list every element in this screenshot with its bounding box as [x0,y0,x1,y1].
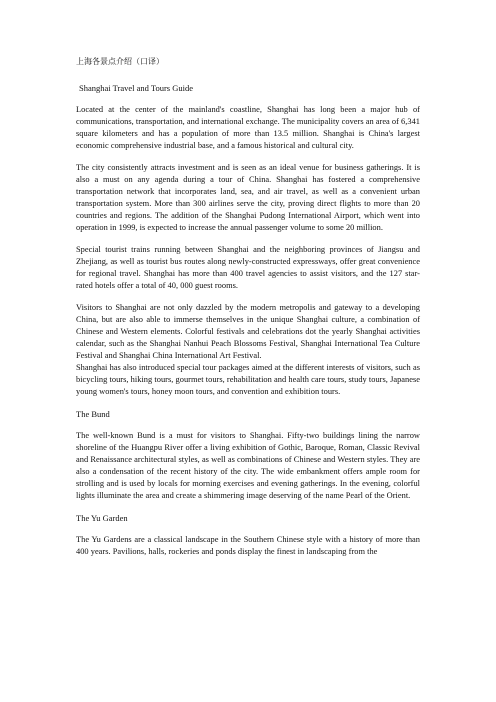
intro-paragraph-1: Located at the center of the mainland's coastline, Shanghai has long been a major hub of communications, transportation, and international exchange. The municipality covers an area of 6,341 square kilometers and has a population of more than 13.5 million. Shanghai is China's largest economic comprehensive industrial base, and a famous historical and cultural city. [76,105,420,150]
document-subtitle: Shanghai Travel and Tours Guide [79,83,193,93]
section-text-bund: The well-known Bund is a must for visitors to Shanghai. Fifty-two buildings lining the narrow shoreline of the Huangpu River offer a living exhibition of Gothic, Baroque, Roman, Classic Revival and Renaissance architectural styles, as well as combinations of Chinese and Western styles. They are also a condensation of the recent history of the city. The wide embankment offers ample room for strolling and is used by locals for morning exercises and evening gatherings. In the evening, colorful lights illuminate the area and create a shimmering image deserving of the name Pearl of the Orient. [76,431,420,500]
document-title-cn: 上海各景点介绍（口译） [76,57,164,66]
intro-paragraph-2: The city consistently attracts investment and is seen as an ideal venue for business gatherings. It is also a must on any agenda during a tour of China. Shanghai has fostered a comprehensive transportation network that incorporates land, sea, and air travel, as well as a convenient urban transportation system. More than 300 airlines serve the city, proving direct flights to more than 20 countries and regions. The addition of the Shanghai Pudong International Airport, which went into operation in 1999, is expected to increase the annual passenger volume to some 20 million. [76,163,420,232]
section-text-yu-garden: The Yu Gardens are a classical landscape in the Southern Chinese style with a history of more than 400 years. Pavilions, halls, rockeries and ponds display the finest in landscaping from the [76,535,420,556]
intro-paragraph-3: Special tourist trains running between Shanghai and the neighboring provinces of Jiangsu and Zhejiang, as well as tourist bus routes along newly-constructed expressways, offer great convenience for regional travel. Shanghai has more than 400 travel agencies to assist visitors, and the 127 star-rated hotels offer a total of 40, 000 guest rooms. [76,245,420,290]
intro-paragraph-5: Shanghai has also introduced special tour packages aimed at the different interests of visitors, such as bicycling tours, hiking tours, gourmet tours, rehabilitation and health care tours, study tours, Japanese young women's tours, honey moon tours, and convention and exhibition tours. [76,363,420,396]
section-heading-yu-garden: The Yu Garden [76,513,128,523]
section-heading-bund: The Bund [76,409,110,419]
intro-paragraph-4: Visitors to Shanghai are not only dazzled by the modern metropolis and gateway to a developing China, but are also able to immerse themselves in the unique Shanghai culture, a combination of Chinese and Western elements. Colorful festivals and celebrations dot the yearly Shanghai activities calendar, such as the Shanghai Nanhui Peach Blossoms Festival, Shanghai International Tea Culture Festival and Shanghai China International Art Festival. [76,303,420,360]
